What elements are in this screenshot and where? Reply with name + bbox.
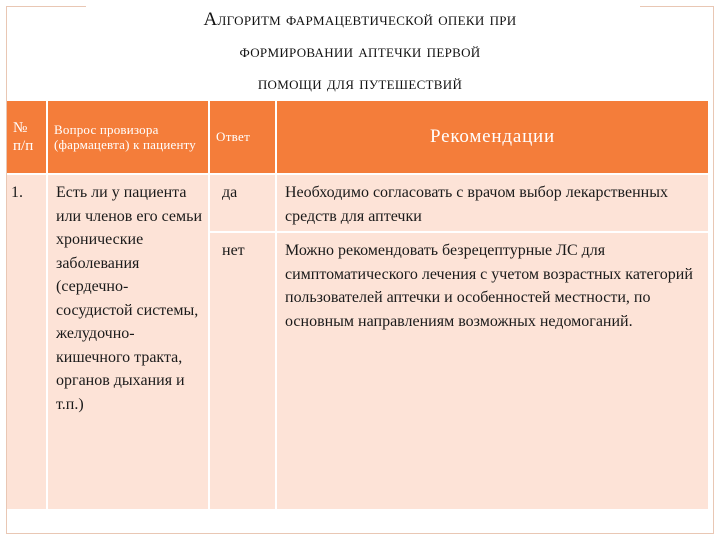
header-answer: Ответ <box>209 101 276 174</box>
row-question: Есть ли у пациента или членов его семьи хронические заболевания (сердечно-сосудистой системы, желудочно-кишечного тракта, органов дыхания и т.п.) <box>47 174 209 509</box>
slide-frame-right <box>713 6 714 534</box>
title-line-1: Алгоритм фармацевтической опеки при <box>203 9 517 30</box>
slide-frame-bottom <box>6 533 714 534</box>
row-recommendation-yes: Необходимо согласовать с врачом выбор лекарственных средств для аптечки <box>276 174 708 232</box>
row-recommendation-no: Можно рекомендовать безрецептурные ЛС для симптоматического лечения с учетом возрастных категорий пользователей аптечки и особенностей местности, по основным направлениям возможных недомоганий. <box>276 232 708 509</box>
title-line-3: помощи для путешествий <box>257 73 463 94</box>
title-line-2: формировании аптечки первой <box>239 41 481 62</box>
row-answer-no: нет <box>209 232 276 509</box>
row-number: 1. <box>7 174 47 509</box>
table-row <box>7 174 708 232</box>
header-recommendation: Рекомендации <box>276 101 708 174</box>
slide-title <box>60 4 660 100</box>
care-algorithm-table <box>7 101 708 509</box>
header-number: № п/п <box>7 101 47 174</box>
table-header-row <box>7 101 708 174</box>
row-answer-yes: да <box>209 174 276 232</box>
header-question: Вопрос провизора (фармацевта) к пациенту <box>47 101 209 174</box>
